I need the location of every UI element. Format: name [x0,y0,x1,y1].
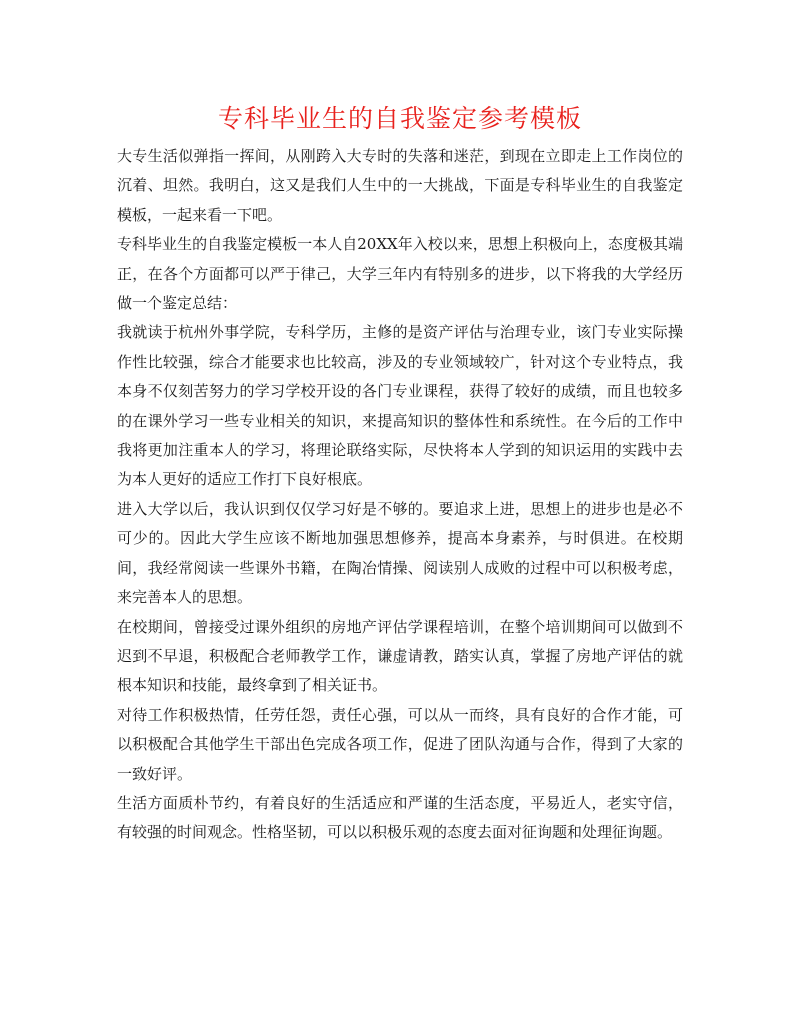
document-title: 专科毕业生的自我鉴定参考模板 [217,104,582,133]
document-body [117,142,683,848]
paragraph-intro: 大专生活似弹指一挥间，从刚跨入大专时的失落和迷茫，到现在立即走上工作岗位的沉着、坦然。我明白，这又是我们人生中的一大挑战，下面是专科毕业生的自我鉴定模板，一起来看一下吧。 [117,147,683,224]
paragraph-training: 在校期间，曾接受过课外组织的房地产评估学课程培训，在整个培训期间可以做到不迟到不早退，积极配合老师教学工作，谦虚请教，踏实认真，掌握了房地产评估的就根本知识和技能，最终拿到了相关证书。 [117,617,683,695]
paragraph-work: 对待工作积极热情，任劳任怨，责任心强，可以从一而终，具有良好的合作才能，可以积极配合其他学生干部出色完成各项工作，促进了团队沟通与合作，得到了大家的一致好评。 [117,705,683,783]
paragraph-life: 生活方面质朴节约，有着良好的生活适应和严谨的生活态度，平易近人，老实守信，有较强的时间观念。性格坚韧，可以以积极乐观的态度去面对征询题和处理征询题。 [117,793,683,842]
paragraph-thought: 进入大学以后，我认识到仅仅学习好是不够的。要追求上进，思想上的进步也是必不可少的。因此大学生应该不断地加强思想修养，提高本身素养，与时俱进。在校期间，我经常阅读一些课外书籍，在陶冶情操、阅读别人成败的过程中可以积极考虑，来完善本人的思想。 [117,499,683,607]
paragraph-overview: 专科毕业生的自我鉴定模板一本人自20XX年入校以来，思想上积极向上，态度极其端正，在各个方面都可以严于律己，大学三年内有特别多的进步，以下将我的大学经历做一个鉴定总结： [117,235,683,313]
paragraph-study: 我就读于杭州外事学院，专科学历，主修的是资产评估与治理专业，该门专业实际操作性比较强，综合才能要求也比较高，涉及的专业领域较广，针对这个专业特点，我本身不仅刻苦努力的学习学校开设的各门专业课程，获得了较好的成绩，而且也较多的在课外学习一些专业相关的知识，来提高知识的整体性和系统性。在今后的工作中我将更加注重本人的学习，将理论联络实际，尽快将本人学到的知识运用的实践中去为本人更好的适应工作打下良好根底。 [117,323,683,489]
